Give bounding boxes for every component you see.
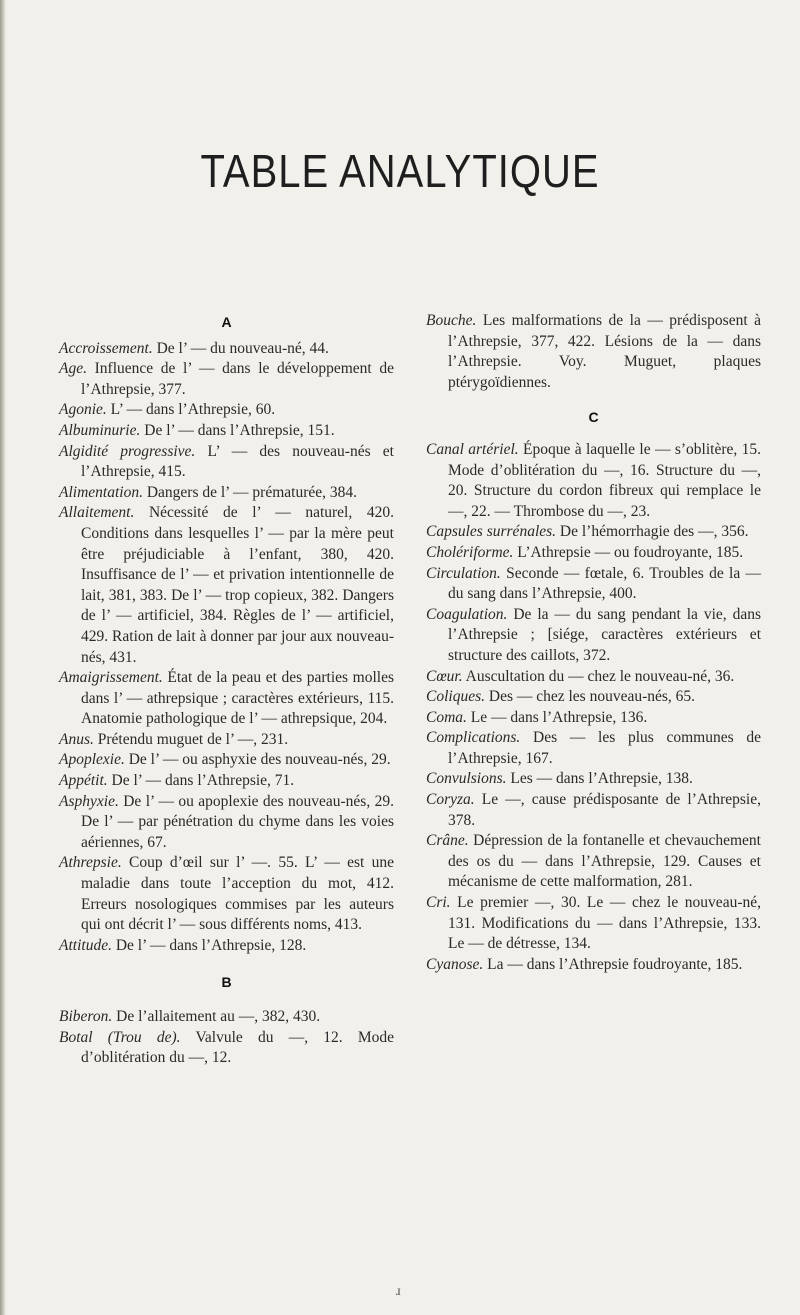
entry-term: Coliques. (426, 688, 485, 706)
section-letter-c: C (588, 409, 599, 426)
index-entry (59, 771, 394, 792)
entry-term: Anus. (59, 730, 94, 748)
entry-text: Époque à laquelle le — s’oblitère, 15. Mode d’oblitération du —, 16. Structure du —, 20. Structure du cordon fibreux qui remplace le —, 22. — Thrombose du —, 23. (448, 440, 761, 520)
section-b-continued-entries (426, 311, 761, 393)
index-entry (59, 1028, 394, 1069)
entry-term: Alimentation. (59, 483, 143, 501)
index-entry (426, 440, 761, 522)
section-letter-b: B (221, 974, 232, 991)
index-entry (59, 853, 394, 935)
entry-term: Biberon. (59, 1008, 113, 1025)
entry-text: La — dans l’Athrepsie foudroyante, 185. (483, 955, 743, 973)
entry-text: De l’ — du nouveau-né, 44. (152, 339, 329, 357)
index-entry (59, 503, 394, 668)
entry-text: Les malformations de la — prédisposent à l’Athrepsie, 377, 422. Lésions de la — dans l’Athrepsie. Voy. Muguet, plaques ptérygoïdiennes. (448, 312, 761, 391)
entry-term: Accroissement. (59, 339, 153, 357)
entry-text: Auscultation du — chez le nouveau-né, 36. (462, 667, 735, 685)
entry-term: Allaitement. (59, 504, 135, 522)
index-entry (426, 893, 761, 955)
entry-text: Les — dans l’Athrepsie, 138. (506, 770, 693, 788)
entry-term: Attitude. (59, 936, 112, 954)
index-entry (59, 730, 394, 751)
entry-text: Des — les plus communes de l’Athrepsie, 167. (448, 729, 761, 767)
entry-text: Influence de l’ — dans le développement de l’Athrepsie, 377. (81, 360, 394, 398)
index-entry (59, 359, 394, 400)
index-entry (426, 311, 761, 393)
index-entry (59, 668, 394, 730)
index-entry (59, 750, 394, 771)
entry-term: Cholériforme. (426, 543, 514, 561)
section-letter-a: A (221, 314, 232, 330)
entry-term: Bouche. (426, 312, 477, 329)
index-entry (426, 605, 761, 667)
entry-text: Coup d’œil sur l’ —. 55. L’ — est une maladie dans toute l’acception du mot, 412. Erreurs nosologiques commises par les auteurs qui ont décrit l’ — sous différents noms, 413. (81, 854, 394, 934)
index-column-right (426, 311, 761, 975)
entry-text: L’ — des nouveau-nés et l’Athrepsie, 415. (81, 442, 394, 481)
entry-text: De l’ — dans l’Athrepsie, 128. (111, 936, 307, 954)
entry-term: Crâne. (426, 832, 469, 850)
entry-term: Coagulation. (426, 605, 508, 623)
entry-text: De l’ — ou asphyxie des nouveau-nés, 29. (124, 751, 391, 769)
entry-term: Capsules surrénales. (426, 523, 557, 541)
section-a-entries (59, 339, 394, 957)
entry-term: Apoplexie. (59, 751, 125, 769)
entry-text: De la — du sang pendant la vie, dans l’Athrepsie ; [siége, caractères extérieurs et structure des caillots, 372. (448, 605, 761, 664)
index-entry (59, 421, 394, 442)
entry-term: Cri. (426, 894, 451, 912)
entry-term: Amaigrissement. (59, 669, 163, 687)
index-entry (59, 442, 394, 483)
signature-mark: ɹ (396, 1284, 401, 1299)
entry-term: Albuminurie. (59, 421, 141, 439)
entry-term: Coryza. (426, 791, 475, 809)
entry-text: Nécessité de l’ — naturel, 420. Conditions dans lesquelles l’ — par la mère peut être préjudiciable à l’enfant, 380, 420. Insuffisance de l’ — et privation intentionnelle de lait, 381, 383. De l’ — trop copieux, 382. Dangers de l’ — artificiel, 384. Règles de l’ — artificiel, 429. Ration de lait à donner par jour aux nouveau-nés, 431. (81, 504, 394, 666)
entry-term: Canal artériel. (426, 440, 519, 458)
index-entry (59, 1007, 394, 1028)
entry-term: Circulation. (426, 564, 501, 582)
entry-term: Cyanose. (426, 955, 484, 973)
index-entry (426, 687, 761, 708)
entry-text: Prétendu muguet de l’ —, 231. (93, 730, 289, 748)
index-entry (426, 831, 761, 893)
index-entry (426, 790, 761, 831)
entry-text: L’Athrepsie — ou foudroyante, 185. (513, 543, 744, 561)
index-entry (59, 483, 394, 504)
entry-term: Agonie. (59, 401, 107, 419)
entry-text: Dangers de l’ — prématurée, 384. (142, 483, 358, 501)
entry-text: Des — chez les nouveau-nés, 65. (485, 688, 696, 706)
entry-term: Convulsions. (426, 770, 507, 788)
entry-term: Athrepsie. (59, 854, 122, 872)
index-entry (426, 667, 761, 688)
entry-term: Coma. (426, 708, 467, 726)
index-entry (59, 339, 394, 360)
entry-term: Age. (59, 360, 87, 378)
entry-text: L’ — dans l’Athrepsie, 60. (106, 401, 276, 419)
entry-text: De l’ — dans l’Athrepsie, 71. (107, 772, 295, 790)
entry-text: De l’ — dans l’Athrepsie, 151. (140, 421, 335, 439)
entry-term: Asphyxie. (59, 792, 119, 810)
entry-text: Valvule du —, 12. Mode d’oblitération du —, 12. (81, 1028, 394, 1067)
index-entry (426, 728, 761, 769)
entry-text: État de la peau et des parties molles dans l’ — athrepsique ; caractères extérieurs, 115. Anatomie pathologique de l’ — athrepsique, 204. (81, 669, 394, 728)
section-c-entries (426, 440, 761, 975)
entry-text: De l’ — ou apoplexie des nouveau-nés, 29. De l’ — par pénétration du chyme dans les voies aériennes, 67. (81, 792, 394, 851)
entry-term: Complications. (426, 729, 521, 747)
index-column-left (59, 306, 394, 1069)
section-b-entries (59, 1007, 394, 1069)
entry-text: Dépression de la fontanelle et chevauchement des os du — dans l’Athrepsie, 129. Causes et mécanisme de cette malformation, 281. (448, 832, 761, 891)
entry-text: Le premier —, 30. Le — chez le nouveau-né, 131. Modifications du — dans l’Athrepsie, 133. Le — de détresse, 134. (448, 894, 761, 953)
index-entry (59, 936, 394, 957)
entry-text: De l’allaitement au —, 382, 430. (112, 1008, 321, 1025)
entry-text: Seconde — fœtale, 6. Troubles de la — du sang dans l’Athrepsie, 400. (448, 564, 761, 603)
entry-term: Cœur. (426, 667, 463, 685)
entry-term: Appétit. (59, 772, 108, 790)
index-entry (426, 769, 761, 790)
entry-term: Algidité progressive. (59, 442, 196, 460)
index-entry (59, 792, 394, 854)
index-entry (426, 955, 761, 976)
index-entry (426, 564, 761, 605)
entry-text: Le — dans l’Athrepsie, 136. (466, 708, 648, 726)
index-entry (426, 522, 761, 543)
entry-text: De l’hémorrhagie des —, 356. (556, 523, 749, 541)
index-entry (59, 400, 394, 421)
entry-text: Le —, cause prédisposante de l’Athrepsie, 378. (448, 791, 761, 829)
index-entry (426, 543, 761, 564)
page-title: TABLE ANALYTIQUE (200, 146, 600, 198)
entry-term: Botal (Trou de). (59, 1028, 181, 1046)
index-entry (426, 708, 761, 729)
